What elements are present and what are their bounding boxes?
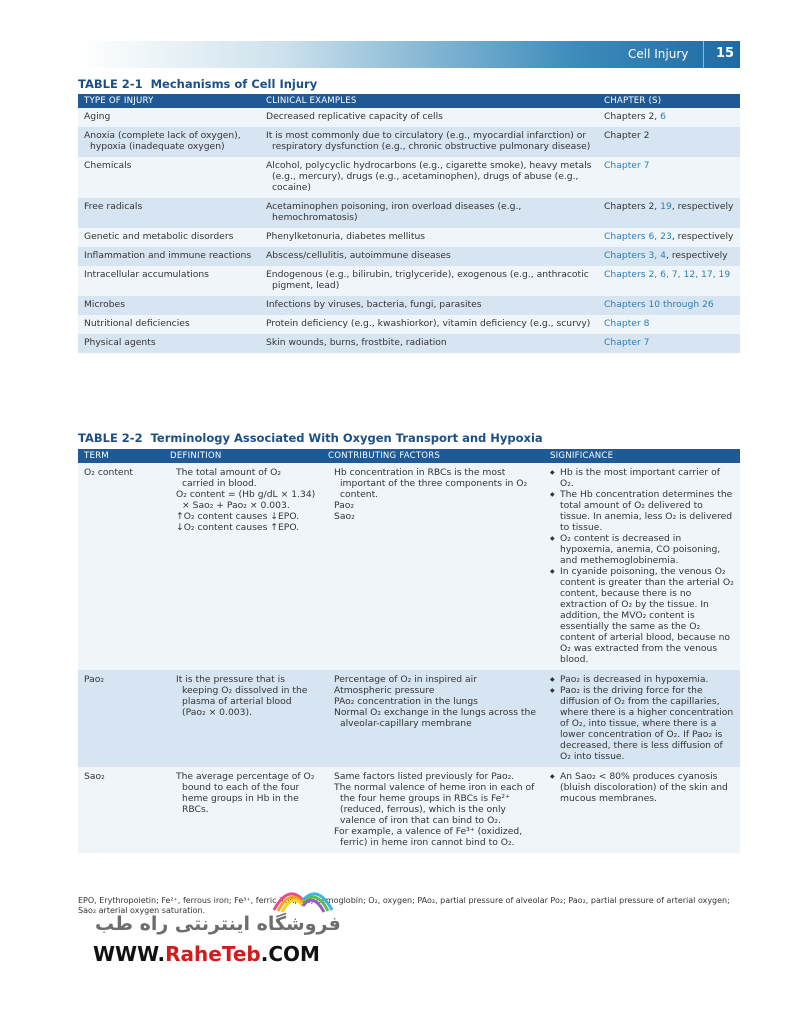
injury-type: Chemicals [78,157,260,198]
clinical-examples: Alcohol, polycyclic hydrocarbons (e.g., cigarette smoke), heavy metals (e.g., mercury), drugs (e.g., acetaminophen), drugs of abuse (e.g., cocaine) [260,157,598,198]
significance-list [550,467,734,665]
significance-item: ◆ The Hb concentration determines the total amount of O₂ delivered to tissue. In anemia, less O₂ is delivered to tissue. [550,489,734,533]
book-logo-icon [268,870,338,918]
table-row [78,127,740,157]
chapter-link[interactable]: Chapters 6, 23 [604,231,672,242]
term: Sao₂ [78,767,164,853]
factor-line: For example, a valence of Fe³⁺ (oxidized, ferric) in heme iron cannot bind to O₂. [334,826,523,848]
significance-item: ◆ O₂ content is decreased in hypoxemia, anemia, CO poisoning, and methemoglobinemia. [550,533,734,566]
section-title: Cell Injury [628,47,689,61]
clinical-examples: Decreased replicative capacity of cells [260,108,598,127]
definition-line: ↑O₂ content causes ↓EPO. [176,511,300,522]
definition [164,463,322,670]
table2-title: Terminology Associated With Oxygen Transport and Hypoxia [150,431,543,445]
chapter-refs [598,266,740,296]
chapter-link[interactable]: 19 [660,201,672,212]
chapter-text: Chapters 2, [604,201,661,212]
factor-line: Sao₂ [334,511,355,522]
table-row [78,670,740,767]
watermark-suffix: .COM [260,942,320,966]
factor-line: Atmospheric pressure [334,685,435,696]
significance-item: ◆ Pao₂ is the driving force for the diffusion of O₂ from the capillaries, where there is a higher concentration of O₂, into tissue, where there is a lower concentration of O₂. If Pao₂ is decreased, there is less diffusion of O₂ into tissue. [550,685,734,762]
col-contributing-factors: CONTRIBUTING FACTORS [322,449,544,463]
watermark-brand: RaheTeb [165,942,261,966]
chapter-note: , respectively [665,250,728,261]
significance [544,463,740,670]
injury-type: Inflammation and immune reactions [78,247,260,266]
injury-type: Genetic and metabolic disorders [78,228,260,247]
injury-type: Anoxia (complete lack of oxygen), hypoxia (inadequate oxygen) [78,127,260,157]
table-row [78,463,740,670]
contributing-factors [322,767,544,853]
chapter-link[interactable]: 6 [660,111,666,122]
clinical-examples: Abscess/cellulitis, autoimmune diseases [260,247,598,266]
chapter-refs [598,127,740,157]
contributing-factors [322,670,544,767]
table2-label: TABLE 2-2 [78,431,143,445]
definition-line: It is the pressure that is keeping O₂ dissolved in the plasma of arterial blood (Pao₂ × 0.003). [176,674,308,718]
chapter-link[interactable]: Chapter 7 [604,337,650,348]
factor-line: PAo₂ concentration in the lungs [334,696,478,707]
factor-line: Percentage of O₂ in inspired air [334,674,477,685]
col-definition: DEFINITION [164,449,322,463]
clinical-examples: Acetaminophen poisoning, iron overload diseases (e.g., hemochromatosis) [260,198,598,228]
watermark-prefix: WWW. [93,942,166,966]
chapter-link[interactable]: Chapters 10 through 26 [604,299,714,310]
table-row [78,198,740,228]
chapter-refs [598,315,740,334]
table-row [78,334,740,353]
injury-type: Aging [78,108,260,127]
significance-item: ◆ Pao₂ is decreased in hypoxemia. [550,674,734,685]
chapter-note: , respectively [671,201,734,212]
chapter-link[interactable]: Chapters 3, 4 [604,250,666,261]
injury-type: Free radicals [78,198,260,228]
table-row [78,266,740,296]
col-term: TERM [78,449,164,463]
clinical-examples: Protein deficiency (e.g., kwashiorkor), vitamin deficiency (e.g., scurvy) [260,315,598,334]
definition-line: ↓O₂ content causes ↑EPO. [176,522,300,533]
injury-type: Intracellular accumulations [78,266,260,296]
table1-label: TABLE 2-1 [78,77,143,91]
clinical-examples: Skin wounds, burns, frostbite, radiation [260,334,598,353]
term: Pao₂ [78,670,164,767]
chapter-refs [598,108,740,127]
significance-item: ◆ Hb is the most important carrier of O₂. [550,467,734,489]
header-divider [703,41,704,68]
chapter-refs [598,198,740,228]
table-row [78,247,740,266]
clinical-examples: Endogenous (e.g., bilirubin, triglyceride), exogenous (e.g., anthracotic pigment, lead) [260,266,598,296]
table-row [78,315,740,334]
chapter-link[interactable]: Chapters 2, 6, 7, 12, 17, 19 [604,269,731,280]
term: O₂ content [78,463,164,670]
chapter-link[interactable]: Chapter 8 [604,318,650,329]
table2-caption [78,431,543,445]
factor-line: Pao₂ [334,500,355,511]
significance-list [550,771,734,804]
chapter-refs [598,296,740,315]
clinical-examples: It is most commonly due to circulatory (e.g., myocardial infarction) or respiratory dysfunction (e.g., chronic obstructive pulmonary disease) [260,127,598,157]
page-number: 15 [716,46,735,61]
definition-line: O₂ content = (Hb g/dL × 1.34) × Sao₂ + Pao₂ × 0.003. [176,489,316,511]
chapter-text: Chapters 2, [604,111,661,122]
injury-type: Physical agents [78,334,260,353]
table1-caption [78,77,317,91]
watermark-site [93,942,320,966]
table-oxygen-terminology [78,449,740,853]
definition [164,670,322,767]
contributing-factors [322,463,544,670]
significance-item: ◆ In cyanide poisoning, the venous O₂ content is greater than the arterial O₂ content, because there is no extraction of O₂ by the tissue. In addition, the MVO₂ content is essentially the same as the O₂ content of arterial blood, because no O₂ was extracted from the venous blood. [550,566,734,665]
definition-line: The average percentage of O₂ bound to each of the four heme groups in Hb in the RBCs. [176,771,315,815]
table-row [78,296,740,315]
injury-type: Nutritional deficiencies [78,315,260,334]
chapter-refs [598,247,740,266]
table2-footnote: EPO, Erythropoietin; Fe²⁺, ferrous iron; Fe³⁺, ferric iron; Hb, hemoglobin; O₂, oxygen; PAo₂, partial pressure of alveolar Po₂; Pao₂, partial pressure of arterial oxygen; Sao₂ arterial oxygen saturation. [78,896,730,915]
table-row [78,228,740,247]
chapter-text: Chapter 2 [604,130,650,141]
chapter-refs [598,228,740,247]
significance [544,670,740,767]
watermark-persian: فروشگاه اینترنتی راه طب [95,913,341,935]
factor-line: Hb concentration in RBCs is the most important of the three components in O₂ content. [334,467,528,500]
table-row [78,157,740,198]
col-significance: SIGNIFICANCE [544,449,740,463]
clinical-examples: Infections by viruses, bacteria, fungi, parasites [260,296,598,315]
clinical-examples: Phenylketonuria, diabetes mellitus [260,228,598,247]
chapter-link[interactable]: Chapter 7 [604,160,650,171]
significance [544,767,740,853]
definition [164,767,322,853]
col-chapters: CHAPTER (S) [598,94,740,108]
chapter-note: , respectively [671,231,734,242]
definition-line: The total amount of O₂ carried in blood. [176,467,281,489]
chapter-refs [598,334,740,353]
injury-type: Microbes [78,296,260,315]
factor-line: Normal O₂ exchange in the lungs across the alveolar-capillary membrane [334,707,536,729]
significance-item: ◆ An Sao₂ < 80% produces cyanosis (bluish discoloration) of the skin and mucous membranes. [550,771,734,804]
chapter-refs [598,157,740,198]
col-type-of-injury: TYPE OF INJURY [78,94,260,108]
table-row [78,108,740,127]
factor-line: Same factors listed previously for Pao₂. [334,771,515,782]
factor-line: The normal valence of heme iron in each of the four heme groups in RBCs is Fe²⁺ (reduced, ferrous), which is the only valence of iron that can bind to O₂. [334,782,535,826]
col-clinical-examples: CLINICAL EXAMPLES [260,94,598,108]
table-row [78,767,740,853]
significance-list [550,674,734,762]
table1-title: Mechanisms of Cell Injury [150,77,318,91]
table-mechanisms [78,94,740,353]
